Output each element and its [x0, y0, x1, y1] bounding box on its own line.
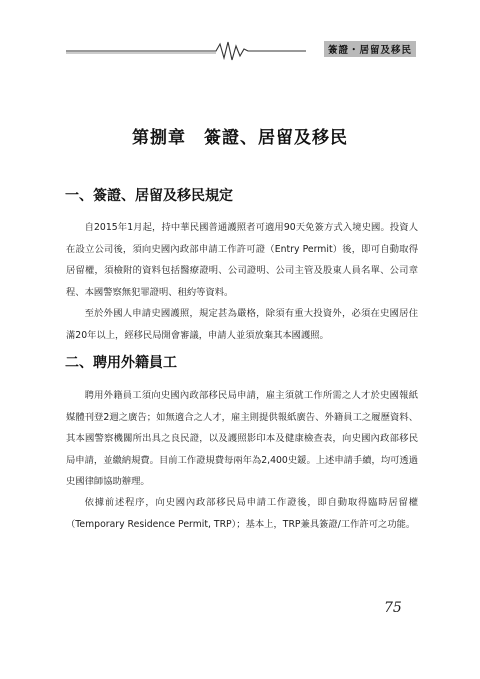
section-heading-1: 一、簽證、居留及移民規定 [65, 188, 233, 204]
paragraph: 依據前述程序，向史國內政部移民局申請工作證後，即自動取得臨時居留權（Temporary Residence Permit, TRP）；基本上，TRP兼具簽證/工作許可之功能。 [66, 497, 418, 530]
running-header [66, 40, 418, 64]
heartbeat-line-icon [66, 40, 306, 64]
chapter-name: 簽證、居留及移民 [204, 128, 348, 148]
chapter-title [0, 123, 480, 148]
running-header-title: 簽證・居留及移民 [324, 41, 416, 57]
chapter-number: 第捌章 [132, 128, 186, 148]
section-heading-2: 二、聘用外籍員工 [65, 355, 177, 371]
page-number: 75 [384, 600, 402, 616]
paragraph: 聘用外籍員工須向史國內政部移民局申請，雇主須就工作所需之人才於史國報紙媒體刊登2週之廣告；如無適合之人才，雇主則提供報紙廣告、外籍員工之履歷資料、其本國警察機關所出具之良民證，以及護照影印本及健康檢查表，向史國內政部移民局申請，並繳納規費。目前工作證規費每兩年為2,400史鍰。上述申請手續，均可透過史國律師協助辦理。 [66, 390, 419, 487]
paragraph: 自2015年1月起，持中華民國普通護照者可適用90天免簽方式入境史國。投資人在設立公司後，須向史國內政部申請工作許可證（Entry Permit）後，即可自動取得居留權，須檢附的資料包括醫療證明、公司證明、公司主管及股東人員名單、公司章程、本國警察無犯罪證明、租約等資料。 [66, 222, 418, 298]
paragraph: 至於外國人申請史國護照，規定甚為嚴格，除須有重大投資外，必須在史國居住滿20年以上，經移民局開會審議，申請人並須放棄其本國護照。 [66, 308, 418, 341]
